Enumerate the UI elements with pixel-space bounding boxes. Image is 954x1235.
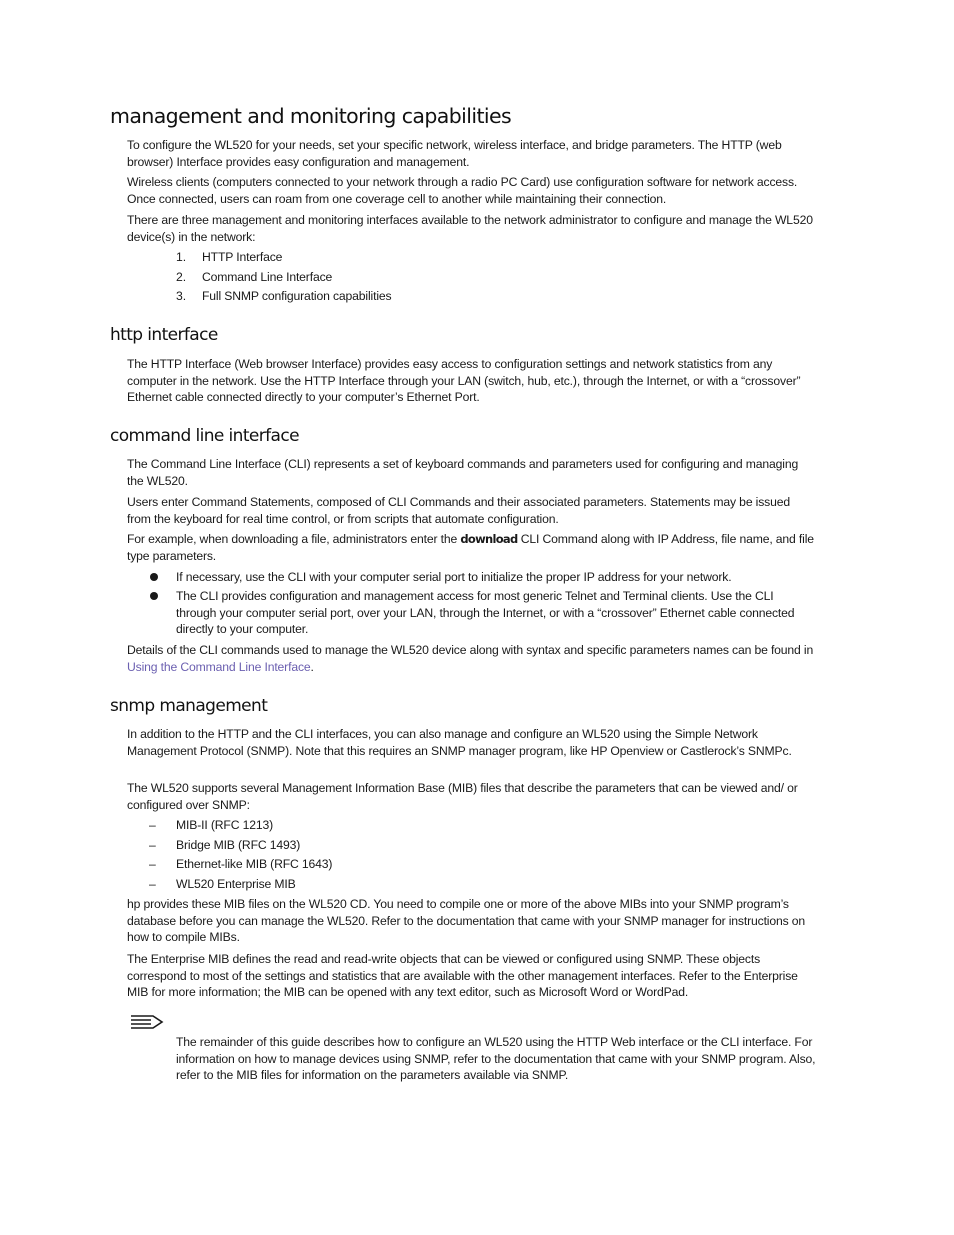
list-number: 2.: [176, 270, 187, 284]
list-item: HTTP Interface: [202, 250, 283, 264]
cli-paragraph-2: Users enter Command Statements, composed of CLI Commands and their associated parameters. Statements may be issued from the keyboard for real time control, or from scripts that automate configuration.: [127, 495, 791, 526]
cli-paragraph-4: [127, 642, 817, 675]
list-item: Full SNMP configuration capabilities: [202, 289, 392, 303]
cli-paragraph-4-end: .: [310, 659, 314, 674]
cli-paragraph-3: [127, 531, 817, 564]
section-heading-cli: command line interface: [110, 426, 299, 446]
intro-paragraph-2: Wireless clients (computers connected to your network through a radio PC Card) use configuration software for network access. Once connected, users can roam from one coverage cell to another while maintaining their connection.: [127, 175, 798, 206]
cli-paragraph-3-end: CLI Command along with IP Address, file name, and file type parameters.: [127, 532, 814, 563]
list-item: If necessary, use the CLI with your computer serial port to initialize the proper IP address for your network.: [176, 570, 732, 584]
bullet-icon: [150, 573, 158, 581]
snmp-paragraph-4: The Enterprise MIB defines the read and read-write objects that can be viewed or configured using SNMP. These objects correspond to most of the settings and statistics that are available with the other management interfaces. Refer to the Enterprise MIB for more information; the MIB can be opened with any text editor, such as Microsoft Word or WordPad.: [127, 952, 798, 1000]
cli-paragraph-4-start: Details of the CLI commands used to manage the WL520 device along with syntax and specific parameters names can be found in: [127, 643, 814, 657]
snmp-paragraph-1: In addition to the HTTP and the CLI interfaces, you can also manage and configure an WL520 using the Simple Network Management Protocol (SNMP). Note that this requires an SNMP manager program, like HP Openview or Castlerock’s SNMPc.: [127, 727, 792, 758]
list-dash: –: [149, 818, 156, 832]
http-paragraph: The HTTP Interface (Web browser Interface) provides easy access to configuration settings and network statistics from any computer in the network. Use the HTTP Interface through your LAN (switch, hub, etc.), through the Internet, or with a “crossover” Ethernet cable connected directly to your computer’s Ethernet Port.: [127, 357, 801, 405]
section-heading-http: http interface: [110, 325, 218, 345]
section-heading-snmp: snmp management: [110, 696, 268, 716]
list-number: 3.: [176, 289, 187, 303]
download-command: download: [460, 532, 518, 546]
list-number: 1.: [176, 250, 187, 264]
list-item: Ethernet-like MIB (RFC 1643): [176, 857, 333, 871]
list-dash: –: [149, 877, 156, 891]
list-dash: –: [149, 838, 156, 852]
note-text: The remainder of this guide describes how to configure an WL520 using the HTTP Web interface or the CLI interface. For information on how to manage devices using SNMP, refer to the documentation that came with your SNMP program. Also, refer to the MIB files for information on the parameters available via SNMP.: [176, 1035, 816, 1083]
snmp-paragraph-3: hp provides these MIB files on the WL520 CD. You need to compile one or more of the above MIBs into your SNMP program’s database before you can manage the WL520. Refer to the documentation that came with your SNMP manager for instructions on how to compile MIBs.: [127, 897, 806, 945]
page-title: management and monitoring capabilities: [110, 104, 512, 128]
list-item: Command Line Interface: [202, 270, 333, 284]
list-item: WL520 Enterprise MIB: [176, 877, 296, 891]
list-dash: –: [149, 857, 156, 871]
list-item: Bridge MIB (RFC 1493): [176, 838, 301, 852]
intro-paragraph-3: There are three management and monitoring interfaces available to the network administrator to configure and manage the WL520 device(s) in the network:: [127, 213, 813, 244]
list-item: MIB-II (RFC 1213): [176, 818, 273, 832]
cli-chapter-link[interactable]: Using the Command Line Interface: [127, 659, 311, 674]
list-item: The CLI provides configuration and management access for most generic Telnet and Terminal clients. Use the CLI through your computer serial port, over your LAN, through the Internet, or with a “crossover” Ethernet cable connected directly to your computer.: [176, 589, 795, 637]
bullet-icon: [150, 592, 158, 600]
note-pencil-icon: [129, 1011, 165, 1033]
intro-paragraph-1: To configure the WL520 for your needs, set your specific network, wireless interface, and bridge parameters. The HTTP (web browser) Interface provides easy configuration and management.: [127, 138, 782, 169]
cli-paragraph-1: The Command Line Interface (CLI) represents a set of keyboard commands and parameters used for configuring and managing the WL520.: [127, 457, 799, 488]
cli-paragraph-3-start: For example, when downloading a file, administrators enter the: [127, 532, 461, 546]
snmp-paragraph-2: The WL520 supports several Management Information Base (MIB) files that describe the parameters that can be viewed and/ or configured over SNMP:: [127, 781, 798, 812]
